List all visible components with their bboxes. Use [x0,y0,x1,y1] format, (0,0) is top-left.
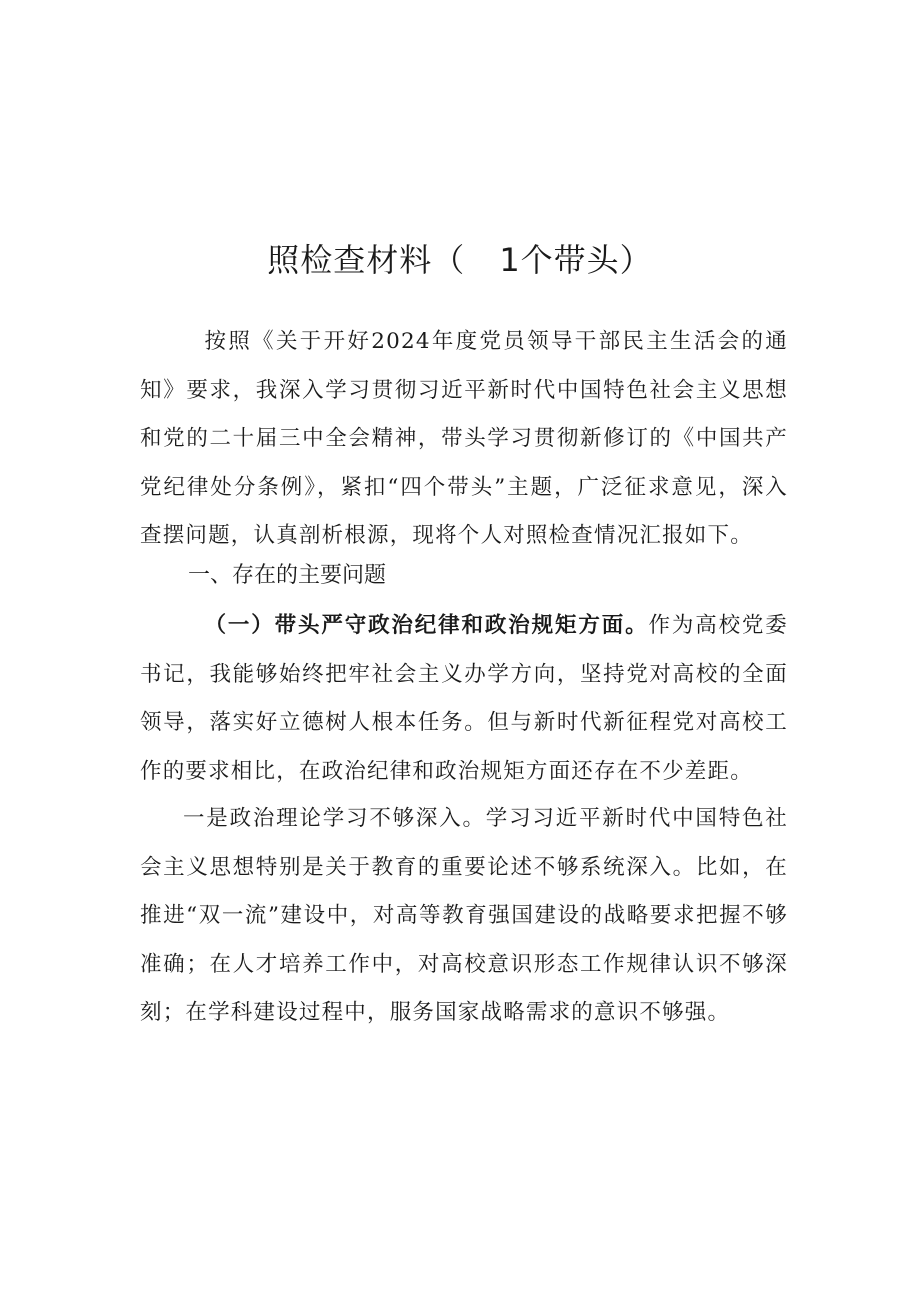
issue-paragraph-1: 一是政治理论学习不够深入。学习习近平新时代中国特色社会主义思想特别是关于教育的重要论述不够系统深入。比如，在推进“双一流”建设中，对高等教育强国建设的战略要求把握不够准确；在人才培养工作中，对高校意识形态工作规律认识不够深刻；在学科建设过程中，服务国家战略需求的意识不够强。 [140,806,788,1025]
title-part-2: 1个带头） [499,241,653,279]
subsection-paragraph-1-text: 作为高校党委书记，我能够始终把牢社会主义办学方向，坚持党对高校的全面领导，落实好立德树人根本任务。但与新时代新征程党对高校工作的要求相比，在政治纪律和政治规矩方面还存在不少差距。 [140,613,788,784]
subsection-paragraph-1 [140,602,788,796]
section-heading-1: 一、存在的主要问题 [188,563,387,588]
intro-paragraph: 按照《关于开好2024年度党员领导干部民主生活会的通知》要求，我深入学习贯彻习近平新时代中国特色社会主义思想和党的二十届三中全会精神，带头学习贯彻新修订的《中国共产党纪律处分条例》，紧扣“四个带头”主题，广泛征求意见，深入查摆问题，认真剖析根源，现将个人对照检查情况汇报如下。 [140,329,788,548]
document-title [0,236,920,284]
title-part-1: 照检查材料（ [267,241,466,279]
subsection-heading-1: （一）带头严守政治纪律和政治规矩方面。 [204,613,649,638]
